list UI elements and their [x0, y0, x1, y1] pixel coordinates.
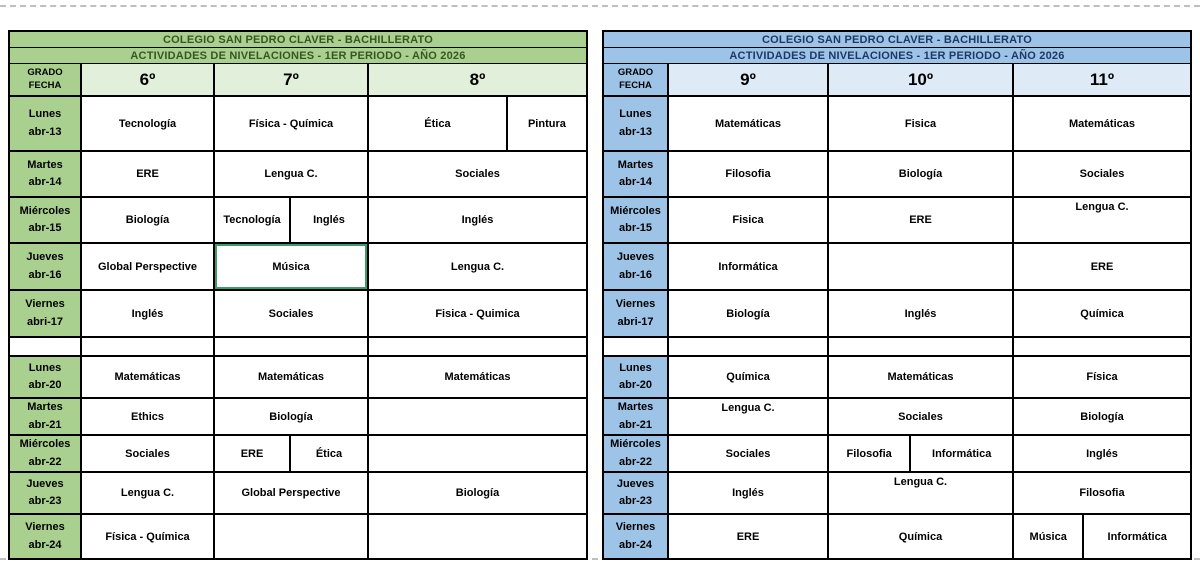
subject-cell[interactable]	[1014, 473, 1190, 513]
subject-label: Matemáticas	[714, 117, 782, 130]
title-row-activity-text: ACTIVIDADES DE NIVELACIONES - 1ER PERIODO - AÑO 2026	[729, 49, 1065, 62]
schedule-row	[604, 515, 1190, 558]
split-subject-cell	[369, 97, 586, 150]
subject-label: Física - Química	[105, 530, 190, 543]
grade-header-cell-11[interactable]	[1014, 64, 1190, 95]
split-subject-cell	[829, 436, 1014, 471]
date-label: abri-17	[26, 315, 64, 328]
subject-label: Fisica	[732, 214, 764, 226]
subject-cell[interactable]	[829, 357, 1014, 397]
day-label: Jueves	[26, 251, 64, 264]
date-label: abr-22	[28, 455, 62, 468]
schedule-row	[10, 291, 586, 338]
subject-cell[interactable]	[829, 97, 1014, 150]
subject-cell[interactable]	[669, 291, 829, 336]
subject-label: Global Perspective	[97, 260, 198, 273]
subject-label: Fisica - Quimica	[435, 307, 520, 320]
day-cell[interactable]	[604, 97, 669, 150]
subject-cell[interactable]	[369, 198, 586, 242]
schedule-row	[604, 357, 1190, 399]
subject-label: Inglés	[732, 487, 764, 499]
subject-cell[interactable]	[829, 152, 1014, 196]
subject-label: Lengua C.	[1075, 201, 1129, 213]
title-row-school-text: COLEGIO SAN PEDRO CLAVER - BACHILLERATO	[762, 33, 1032, 46]
subject-cell[interactable]	[1014, 244, 1190, 289]
grade-header-row	[604, 64, 1190, 97]
subject-cell[interactable]	[669, 399, 829, 434]
subject-label: ERE	[909, 214, 932, 226]
subject-cell[interactable]	[82, 152, 215, 196]
subject-label: Lengua C.	[120, 487, 175, 499]
subject-cell[interactable]	[82, 198, 215, 242]
grade-label: 6º	[139, 69, 156, 89]
subject-label: Informática	[1107, 530, 1167, 543]
day-cell[interactable]	[10, 198, 82, 242]
subject-cell[interactable]	[215, 291, 369, 336]
subject-cell[interactable]	[1084, 515, 1190, 558]
subject-cell[interactable]	[369, 436, 586, 471]
subject-label: Biología	[898, 168, 943, 180]
week-spacer-row	[10, 338, 586, 357]
subject-cell[interactable]	[215, 152, 369, 196]
subject-cell[interactable]	[215, 473, 369, 513]
day-label: Miércoles	[19, 204, 71, 217]
day-cell[interactable]	[10, 473, 82, 513]
subject-label: Ética	[424, 117, 451, 130]
spacer-cell	[10, 338, 82, 355]
subject-label: ERE	[240, 447, 264, 460]
schedule-row	[10, 357, 586, 399]
subject-label: Física	[1086, 371, 1118, 383]
day-label: Viernes	[25, 521, 65, 534]
subject-label: Matemáticas	[114, 371, 181, 383]
subject-cell[interactable]	[669, 198, 829, 242]
day-label: Miércoles	[610, 438, 661, 451]
corner-grado-label: GRADO	[617, 67, 654, 79]
week-spacer-row	[604, 338, 1190, 357]
date-label: abr-22	[618, 455, 653, 468]
subject-cell[interactable]	[508, 97, 586, 150]
schedule-row	[604, 399, 1190, 436]
subject-label: Filosofia	[846, 447, 892, 460]
subject-cell[interactable]	[669, 244, 829, 289]
schedule-table-right	[602, 30, 1192, 560]
subject-cell[interactable]	[215, 198, 291, 242]
subject-label: Tecnología	[223, 214, 281, 226]
subject-cell[interactable]	[215, 436, 291, 471]
subject-label: Sociales	[455, 168, 500, 180]
date-label: abr-20	[28, 379, 62, 391]
title-row-activity[interactable]	[10, 48, 586, 64]
title-row-school[interactable]	[10, 32, 586, 48]
subject-cell[interactable]	[369, 244, 586, 289]
subject-label: Filosofia	[1079, 487, 1125, 499]
subject-label: Fisica	[904, 117, 937, 130]
spacer-cell	[829, 338, 1014, 355]
grade-label: 7º	[283, 69, 299, 89]
day-cell[interactable]	[604, 357, 669, 397]
subject-label: Inglés	[313, 214, 345, 226]
day-cell[interactable]	[10, 291, 82, 336]
subject-cell[interactable]	[82, 291, 215, 336]
title-row-activity-text: ACTIVIDADES DE NIVELACIONES - 1ER PERIODO - AÑO 2026	[130, 49, 466, 62]
corner-fecha-label: FECHA	[28, 79, 62, 91]
schedule-row	[604, 473, 1190, 515]
date-label: abr-23	[618, 495, 653, 507]
day-cell[interactable]	[604, 198, 669, 242]
day-label: Jueves	[616, 251, 655, 264]
date-label: abr-20	[618, 379, 653, 391]
subject-label: Inglés	[1086, 447, 1118, 460]
schedule-row	[10, 152, 586, 198]
spacer-cell	[369, 338, 586, 355]
subject-cell[interactable]	[1014, 198, 1190, 242]
date-label: abr-21	[28, 418, 62, 431]
subject-label: Ética	[315, 447, 343, 460]
day-cell[interactable]	[10, 515, 82, 558]
subject-label: Lengua C.	[893, 476, 948, 488]
day-label: Lunes	[619, 108, 652, 121]
subject-label: Química	[726, 371, 770, 383]
day-cell[interactable]	[604, 244, 669, 289]
subject-cell[interactable]	[82, 399, 215, 434]
schedule-row	[10, 436, 586, 473]
subject-cell[interactable]	[215, 357, 369, 397]
subject-cell[interactable]	[1014, 399, 1190, 434]
schedule-row	[604, 291, 1190, 338]
subject-label: Ethics	[130, 410, 164, 423]
subject-label: Matemáticas	[444, 371, 511, 383]
subject-cell[interactable]	[669, 473, 829, 513]
subject-cell[interactable]	[369, 473, 586, 513]
spacer-cell	[1014, 338, 1190, 355]
date-label: abr-15	[618, 222, 653, 234]
subject-cell[interactable]	[369, 97, 508, 150]
spacer-cell	[604, 338, 669, 355]
subject-cell[interactable]	[1014, 436, 1190, 471]
subject-cell[interactable]	[829, 399, 1014, 434]
day-label: Lunes	[28, 361, 62, 374]
day-cell[interactable]	[604, 515, 669, 558]
day-label: Martes	[27, 158, 63, 171]
day-label: Martes	[617, 401, 654, 414]
subject-label: ERE	[736, 530, 760, 543]
day-cell[interactable]	[10, 436, 82, 471]
subject-label: Informática	[932, 447, 992, 460]
day-label: Viernes	[615, 521, 656, 534]
subject-cell[interactable]	[669, 436, 829, 471]
spacer-cell	[215, 338, 369, 355]
subject-label: Matemáticas	[887, 371, 954, 383]
date-label: abr-14	[618, 176, 653, 188]
day-cell[interactable]	[10, 357, 82, 397]
subject-label: Inglés	[461, 214, 494, 226]
grade-header-cell-6[interactable]	[82, 64, 215, 95]
grade-label: 10º	[907, 69, 934, 89]
subject-label: Química	[1080, 307, 1124, 320]
subject-cell[interactable]	[82, 244, 215, 289]
subject-cell[interactable]	[369, 357, 586, 397]
subject-cell[interactable]	[669, 152, 829, 196]
grade-label: 9º	[740, 69, 756, 89]
subject-cell-selected[interactable]	[215, 244, 369, 289]
subject-label: Matemáticas	[1068, 117, 1136, 130]
corner-fecha-label: FECHA	[619, 79, 652, 91]
split-subject-cell	[1014, 515, 1190, 558]
day-label: Jueves	[26, 477, 64, 490]
schedule-row	[604, 436, 1190, 473]
title-row-activity[interactable]	[604, 48, 1190, 64]
subject-cell[interactable]	[82, 97, 215, 150]
subject-label: ERE	[136, 168, 159, 180]
subject-cell[interactable]	[829, 515, 1014, 558]
date-label: abr-16	[28, 268, 62, 281]
subject-cell[interactable]	[669, 357, 829, 397]
spacer-cell	[82, 338, 215, 355]
date-label: abr-23	[28, 495, 62, 507]
date-label: abr-16	[618, 268, 653, 281]
subject-cell[interactable]	[215, 399, 369, 434]
schedule-row	[604, 198, 1190, 244]
schedule-row	[10, 244, 586, 291]
day-label: Viernes	[25, 298, 65, 311]
day-label: Lunes	[28, 108, 62, 121]
day-label: Martes	[27, 401, 63, 414]
day-cell[interactable]	[10, 97, 82, 150]
subject-cell[interactable]	[82, 357, 215, 397]
day-label: Viernes	[615, 298, 656, 311]
subject-cell[interactable]	[215, 97, 369, 150]
subject-label: Física - Química	[248, 117, 334, 130]
date-label: abri-17	[617, 315, 654, 328]
subject-cell[interactable]	[829, 436, 911, 471]
date-label: abr-13	[618, 125, 653, 138]
day-cell[interactable]	[604, 291, 669, 336]
subject-label: Biología	[269, 410, 313, 423]
day-label: Martes	[617, 158, 654, 171]
subject-label: Biología	[455, 487, 500, 499]
day-cell[interactable]	[604, 399, 669, 434]
page-break-line-top	[0, 5, 1200, 7]
subject-label: Sociales	[125, 447, 170, 460]
date-label: abr-24	[618, 538, 653, 551]
schedule-row	[10, 515, 586, 558]
subject-label: Lengua C.	[721, 402, 775, 414]
date-label: abr-13	[28, 125, 62, 138]
subject-label: Inglés	[131, 307, 164, 320]
subject-cell[interactable]	[369, 291, 586, 336]
subject-label: Global Perspective	[241, 487, 341, 499]
subject-label: Biología	[1080, 410, 1124, 423]
day-cell[interactable]	[10, 152, 82, 196]
schedule-row	[10, 473, 586, 515]
subject-label: Informática	[718, 260, 778, 273]
schedule-row	[604, 152, 1190, 198]
day-cell[interactable]	[604, 473, 669, 513]
schedule-row	[604, 244, 1190, 291]
schedule-row	[604, 97, 1190, 152]
subject-label: Sociales	[898, 410, 943, 423]
subject-cell[interactable]	[369, 152, 586, 196]
subject-label: Lengua C.	[264, 168, 318, 180]
subject-cell[interactable]	[829, 198, 1014, 242]
subject-cell[interactable]	[82, 436, 215, 471]
grade-label: 11º	[1089, 69, 1115, 89]
split-subject-cell	[215, 198, 369, 242]
subject-label: Música	[272, 260, 310, 273]
corner-grado-label: GRADO	[27, 67, 63, 79]
subject-cell[interactable]	[669, 515, 829, 558]
subject-cell[interactable]	[829, 291, 1014, 336]
grade-fecha-corner-cell[interactable]	[604, 64, 669, 95]
spacer-cell	[669, 338, 829, 355]
subject-cell[interactable]	[911, 436, 1012, 471]
day-label: Miércoles	[19, 438, 71, 451]
title-row-school[interactable]	[604, 32, 1190, 48]
subject-cell[interactable]	[215, 515, 369, 558]
subject-label: Química	[898, 530, 943, 543]
subject-cell[interactable]	[291, 436, 367, 471]
subject-cell[interactable]	[82, 473, 215, 513]
subject-label: Música	[1029, 530, 1067, 543]
date-label: abr-14	[28, 176, 62, 188]
grade-header-cell-10[interactable]	[829, 64, 1014, 95]
subject-cell[interactable]	[1014, 152, 1190, 196]
subject-cell[interactable]	[369, 399, 586, 434]
day-cell[interactable]	[604, 152, 669, 196]
day-cell[interactable]	[604, 436, 669, 471]
subject-label: Lengua C.	[450, 260, 505, 273]
subject-cell[interactable]	[82, 515, 215, 558]
schedule-row	[10, 198, 586, 244]
subject-label: Pintura	[527, 117, 566, 130]
title-row-school-text: COLEGIO SAN PEDRO CLAVER - BACHILLERATO	[163, 33, 433, 46]
day-cell[interactable]	[10, 244, 82, 289]
grade-header-cell-9[interactable]	[669, 64, 829, 95]
subject-cell[interactable]	[1014, 515, 1084, 558]
subject-label: ERE	[1090, 260, 1114, 273]
grade-header-cell-7[interactable]	[215, 64, 369, 95]
subject-label: Biología	[726, 307, 770, 320]
subject-label: Tecnología	[118, 117, 177, 130]
subject-label: Biología	[125, 214, 170, 226]
day-label: Lunes	[619, 361, 652, 374]
subject-label: Matemáticas	[257, 371, 325, 383]
grade-header-row	[10, 64, 586, 97]
subject-label: Sociales	[268, 307, 314, 320]
date-label: abr-24	[28, 538, 62, 551]
day-cell[interactable]	[10, 399, 82, 434]
schedule-table-left	[8, 30, 588, 560]
grade-header-cell-8[interactable]	[369, 64, 586, 95]
subject-label: Inglés	[904, 307, 937, 320]
subject-cell[interactable]	[669, 97, 829, 150]
subject-cell[interactable]	[291, 198, 367, 242]
schedule-row	[10, 399, 586, 436]
grade-fecha-corner-cell[interactable]	[10, 64, 82, 95]
subject-cell[interactable]	[1014, 291, 1190, 336]
subject-cell[interactable]	[829, 473, 1014, 513]
schedule-row	[10, 97, 586, 152]
subject-label: Sociales	[1079, 168, 1125, 180]
subject-cell[interactable]	[1014, 97, 1190, 150]
subject-label: Filosofia	[725, 168, 771, 180]
subject-label: Sociales	[725, 447, 771, 460]
grade-label: 8º	[469, 69, 486, 89]
subject-cell[interactable]	[1014, 357, 1190, 397]
subject-cell[interactable]	[829, 244, 1014, 289]
subject-cell[interactable]	[369, 515, 586, 558]
split-subject-cell	[215, 436, 369, 471]
date-label: abr-21	[618, 418, 653, 431]
day-label: Jueves	[616, 477, 655, 490]
date-label: abr-15	[28, 222, 62, 234]
day-label: Miércoles	[610, 204, 661, 217]
